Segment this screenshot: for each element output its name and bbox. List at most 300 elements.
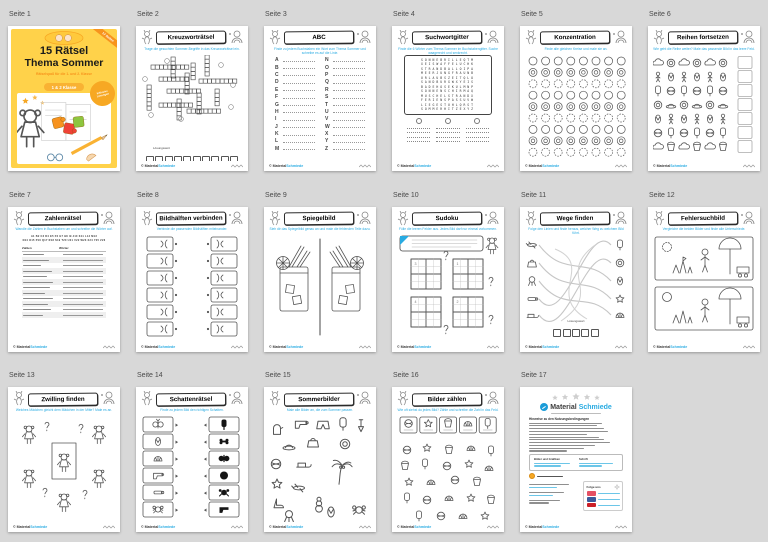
solution-letter-box [202, 156, 210, 161]
page-number-label: Seite 6 [649, 11, 671, 18]
writing-line [283, 135, 315, 136]
worksheet-title: Zwilling finden [28, 392, 98, 405]
solution-letter-box [146, 156, 154, 161]
preview-cell [384, 361, 512, 542]
worksheet-title: Bilder zählen [412, 392, 482, 405]
alphabet-row: C [275, 71, 315, 78]
worksheet-header [141, 391, 243, 406]
worksheet-header [269, 30, 371, 45]
page-footer: © Material Schmiede [397, 342, 499, 349]
writing-line [283, 142, 315, 143]
alphabet-columns [269, 55, 371, 162]
letter-row: BADEHOSEKULMNP [420, 84, 476, 89]
worksheet-header [141, 211, 243, 226]
facebook-icon [587, 497, 596, 502]
page-thumbnail-7[interactable] [8, 207, 120, 352]
animal-doodle-icon [525, 30, 538, 45]
page-number-label: Seite 11 [521, 191, 547, 199]
alphabet-row: E [275, 86, 315, 93]
worksheet-title: Zahlenrätsel [28, 212, 98, 225]
writing-line [333, 61, 365, 62]
hammer-logo-icon [540, 403, 548, 411]
preview-cell [0, 361, 128, 542]
page-thumbnail-4[interactable] [392, 26, 504, 171]
page-thumbnail-13[interactable] [8, 387, 120, 532]
preview-cell [128, 181, 256, 362]
pinterest-icon [587, 503, 596, 508]
page-thumbnail-3[interactable] [264, 26, 376, 171]
letter-row: SONNENSCHIRMAQ [420, 89, 476, 93]
page-thumbnail-9[interactable] [264, 207, 376, 352]
preview-cell [640, 0, 768, 181]
page-thumbnail-6[interactable] [648, 26, 760, 171]
letter-number-key: A1 B2 C3 D4 E5 F6 G7 H8 I9 J10 K11 L12 M13 [30, 235, 98, 239]
worksheet-content [269, 416, 371, 523]
page-number-label: Seite 3 [265, 11, 287, 18]
solution-word-row: Lösungswort [525, 319, 627, 342]
preview-cell [384, 181, 512, 362]
page-footer: © Material Schmiede [13, 522, 115, 529]
worksheet-header [397, 211, 499, 226]
solution-letter-box [174, 156, 182, 161]
worksheet-title: Fehlersuchbild [668, 212, 738, 225]
svg-text:4: 4 [414, 300, 417, 305]
page-number-label: Seite 1 [9, 11, 31, 18]
writing-line [283, 90, 315, 91]
solution-letter-box [155, 156, 163, 161]
solution-letter-box [581, 329, 589, 337]
brand-banner-icon [44, 31, 84, 46]
instruction-text: Fülle die leeren Felder aus. Jedes Bild darf nur einmal vorkommen. [398, 227, 498, 232]
preview-cell [256, 361, 384, 542]
alphabet-row: S [325, 93, 365, 100]
alphabet-row: Z [325, 145, 365, 152]
solution-letter-box [221, 156, 229, 161]
writing-line [333, 120, 365, 121]
preview-cell [384, 0, 512, 181]
alphabet-row: Q [325, 79, 365, 86]
worksheet-content [525, 55, 627, 162]
alphabet-row: R [325, 86, 365, 93]
mirror-image [269, 235, 371, 339]
worksheet-header [13, 391, 115, 406]
cover-title-line1: 15 Rätsel [39, 45, 89, 57]
worksheet-content [525, 235, 627, 342]
preview-cell [512, 0, 640, 181]
writing-line [333, 135, 365, 136]
page-number-label: Seite 5 [521, 11, 543, 18]
writing-line [283, 61, 315, 62]
letter-row: XEISWAFFELUCHK [420, 62, 476, 66]
alphabet-row: I [275, 116, 315, 123]
writing-line [333, 112, 365, 113]
alphabet-row: J [275, 123, 315, 130]
page-footer: © Material Schmiede [141, 161, 243, 168]
solution-letter-box [553, 329, 561, 337]
letter-row: LIEGESTUHLQRST [420, 102, 476, 107]
solution-letter-box [563, 329, 571, 337]
crocodile-doodle-icon [231, 524, 243, 529]
crocodile-doodle-icon [231, 344, 243, 349]
worksheet-content [13, 235, 115, 342]
writing-line [283, 149, 315, 150]
crocodile-doodle-icon [487, 344, 499, 349]
page-thumbnail-14[interactable] [136, 387, 248, 532]
alphabet-row: B [275, 64, 315, 71]
writing-line [283, 120, 315, 121]
alphabet-row: D [275, 79, 315, 86]
number-word-table: Zahlen Wörter [22, 245, 106, 318]
writing-line [333, 75, 365, 76]
spot-difference-scenes [653, 235, 755, 339]
worksheet-title: Spiegelbild [284, 212, 354, 225]
page-number-label: Seite 15 [265, 372, 291, 380]
page-number-label: Seite 13 [9, 372, 35, 380]
writing-line [283, 83, 315, 84]
preview-cell [128, 361, 256, 542]
page-footer: © Material Schmiede [141, 342, 243, 349]
sun-rainbow-doodle-icon [356, 391, 371, 406]
social-link-pinterest[interactable] [587, 503, 620, 508]
maze-paths [525, 235, 627, 323]
worksheet-title: Kreuzworträtsel [156, 31, 226, 44]
letter-row: FERIENSPASSUVW [420, 98, 476, 102]
crocodile-doodle-icon [103, 344, 115, 349]
sun-rainbow-doodle-icon [612, 211, 627, 226]
worksheet-header [141, 30, 243, 45]
crocodile-doodle-icon [359, 344, 371, 349]
alphabet-row: H [275, 108, 315, 115]
worksheet-header [269, 391, 371, 406]
page-footer: © Material Schmiede [397, 522, 499, 529]
page-number-label: Seite 9 [265, 191, 287, 199]
worksheet-content [397, 235, 499, 342]
worksheet-title: Suchwortgitter [412, 31, 482, 44]
writing-line [333, 98, 365, 99]
stars-decoration-icon [549, 392, 603, 402]
page-thumbnail-8[interactable] [136, 207, 248, 352]
writing-line [333, 127, 365, 128]
puzzle-row [22, 312, 106, 318]
animal-doodle-icon [269, 30, 282, 45]
sun-rainbow-doodle-icon [740, 211, 755, 226]
page-thumbnail-10[interactable] [392, 207, 504, 352]
alphabet-row: P [325, 71, 365, 78]
page-number-label: Seite 14 [137, 372, 163, 380]
worksheet-title: Bildhälften verbinden [156, 212, 226, 225]
instruction-text: Finde zu jedem Bild den richtigen Schatten. [160, 407, 224, 412]
animal-doodle-icon [141, 211, 154, 226]
animal-doodle-icon [397, 30, 410, 45]
worksheet-header [13, 211, 115, 226]
writing-line [333, 83, 365, 84]
sun-rainbow-doodle-icon [484, 391, 499, 406]
worksheet-content [13, 416, 115, 523]
instruction-text: Folge den Linien und finde heraus, welcher Weg zu welchem Bild führt. [528, 227, 624, 236]
worksheet-content [653, 235, 755, 342]
word-icon [416, 118, 422, 124]
crocodile-doodle-icon [487, 163, 499, 168]
alphabet-row: U [325, 108, 365, 115]
svg-text:1: 1 [456, 262, 459, 267]
crocodile-doodle-icon [743, 344, 755, 349]
sun-rainbow-doodle-icon [356, 30, 371, 45]
writing-line [333, 149, 365, 150]
letter-row: MEERJUNGFRAUNB [420, 71, 476, 75]
page-number-label: Seite 17 [521, 372, 547, 380]
crocodile-doodle-icon [487, 524, 499, 529]
letter-number-key: N14 O15 P16 Q17 R18 S19 T20 U21 V22 W23 X24 Y25 Z26 [22, 238, 106, 242]
sun-rainbow-doodle-icon [356, 211, 371, 226]
worksheet-title: Sommerbilder [284, 392, 354, 405]
cover-card [11, 29, 117, 168]
crossword-grid [141, 55, 243, 142]
instruction-text: Wie oft siehst du jedes Bild? Zähle und schreibe die Zahl in das Feld. [397, 407, 499, 412]
sudoku-grids [397, 235, 499, 339]
word-list-group [466, 118, 489, 143]
sun-rainbow-doodle-icon [484, 211, 499, 226]
worksheet-header [397, 30, 499, 45]
writing-line [283, 127, 315, 128]
letter-row: STRANDBALLOIPA [420, 66, 476, 71]
crocodile-doodle-icon [743, 163, 755, 168]
instruction-text: Vergleiche die beiden Bilder und finde alle Unterschiede. [662, 227, 746, 232]
worksheet-content [141, 416, 243, 523]
page-footer: © Material Schmiede [141, 522, 243, 529]
alphabet-row: N [325, 57, 365, 64]
crocodile-doodle-icon [615, 344, 627, 349]
worksheet-content [653, 55, 755, 162]
page-footer: © Material Schmiede [397, 161, 499, 168]
sun-rainbow-doodle-icon [740, 30, 755, 45]
instruction-text: Welches Mädchen gleicht dem Mädchen in der Mitte? Male es an. [15, 407, 113, 412]
worksheet-title: ABC [284, 31, 354, 44]
info-page-body [525, 391, 627, 522]
animal-doodle-icon [13, 391, 26, 406]
page-footer: © Material Schmiede [13, 342, 115, 349]
contact-links [529, 481, 579, 511]
writing-line [283, 75, 315, 76]
word-icon [445, 118, 451, 124]
cover-subtitle: Rätselspaß für die 1. und 2. Klasse [36, 71, 92, 76]
instagram-icon [587, 491, 596, 496]
solution-letter-box [183, 156, 191, 161]
word-list-group [436, 118, 459, 143]
solution-letter-box [572, 329, 580, 337]
writing-line [283, 112, 315, 113]
credits-box: Bilder und Grafiken Schrift [529, 454, 623, 471]
page-thumbnail-12[interactable] [648, 207, 760, 352]
worksheet-header [653, 211, 755, 226]
preview-cell [256, 0, 384, 181]
summer-pictures [269, 416, 371, 523]
worksheet-header [525, 30, 627, 45]
flower-icon [614, 484, 620, 490]
instruction-text: Finde die 6 Wörter zum Thema Sommer im Buchstabengitter. Suche waagerecht und senkrecht. [398, 46, 498, 55]
preview-cell [0, 0, 128, 181]
wordsearch-grid [404, 55, 492, 115]
shadow-matching [141, 416, 243, 520]
page-footer: © Material Schmiede [525, 522, 627, 529]
alphabet-row: Y [325, 138, 365, 145]
sun-rainbow-doodle-icon [228, 30, 243, 45]
solution-letter-box [211, 156, 219, 161]
animal-doodle-icon [653, 30, 666, 45]
preview-cell [256, 181, 384, 362]
solution-word-row: Lösungswort [141, 146, 243, 161]
preview-cell [512, 361, 640, 542]
page-number-label: Seite 4 [393, 11, 415, 18]
worksheet-header [269, 211, 371, 226]
page-thumbnail-2[interactable] [136, 26, 248, 171]
terms-heading: Hinweise zu den Nutzungsbedingungen [529, 416, 590, 421]
letter-row: URLAUBSZEITQLO [420, 75, 476, 80]
writing-line [283, 98, 315, 99]
concentration-grid [525, 55, 627, 159]
instruction-text: Male alle Bilder an, die zum Sommer passen. [286, 407, 354, 412]
grade-badge: 1 & 2 Klasse [44, 83, 85, 91]
alphabet-row: F [275, 93, 315, 100]
page-thumbnail-5[interactable] [520, 26, 632, 171]
instruction-text: Wie geht die Reihe weiter? Male das passende Bild in das leere Feld. [653, 46, 755, 51]
alphabet-row: K [275, 130, 315, 137]
sun-rainbow-doodle-icon [612, 30, 627, 45]
page-thumbnail-15[interactable] [264, 387, 376, 532]
worksheet-title: Sudoku [412, 212, 482, 225]
animal-doodle-icon [269, 391, 282, 406]
worksheet-title: Schattenrätsel [156, 392, 226, 405]
page-thumbnail-11[interactable] [520, 207, 632, 352]
alphabet-row: V [325, 116, 365, 123]
word-icon [474, 118, 480, 124]
animal-doodle-icon [141, 391, 154, 406]
solution-letter-box [165, 156, 173, 161]
page-number-label: Seite 7 [9, 191, 31, 199]
corner-ribbon: 17 Seiten [90, 29, 117, 52]
worksheet-header [525, 211, 627, 226]
instruction-text: Sieh dir das Spiegelbild genau an und male die fehlenden Teile dazu. [269, 227, 371, 232]
animal-doodle-icon [525, 211, 538, 226]
page-thumbnail-16[interactable] [392, 387, 504, 532]
worksheet-content [397, 416, 499, 523]
page-footer: © Material Schmiede [525, 342, 627, 349]
svg-text:3: 3 [414, 262, 417, 267]
alphabet-row: O [325, 64, 365, 71]
worksheet-content [141, 55, 243, 162]
word-list-group [407, 118, 430, 143]
instruction-text: Verbinde die passenden Bildhälften miteinander. [156, 227, 228, 232]
cover-title-line2: Thema Sommer [24, 57, 104, 69]
page-number-label: Seite 10 [393, 191, 419, 199]
count-pictures [397, 416, 499, 523]
writing-line [333, 68, 365, 69]
writing-line [333, 105, 365, 106]
page-number-label: Seite 12 [649, 191, 675, 199]
page-thumbnail-1[interactable] [8, 26, 120, 171]
animal-doodle-icon [397, 211, 410, 226]
page-footer: © Material Schmiede [653, 342, 755, 349]
alphabet-row: X [325, 130, 365, 137]
worksheet-content [397, 55, 499, 162]
writing-line [333, 90, 365, 91]
page-footer: © Material Schmiede [653, 161, 755, 168]
page-number-label: Seite 16 [393, 372, 419, 380]
alphabet-row: A [275, 57, 315, 64]
page-thumbnail-17[interactable] [520, 387, 632, 532]
worksheet-title: Konzentration [540, 31, 610, 44]
worksheet-content [269, 55, 371, 162]
crocodile-doodle-icon [359, 524, 371, 529]
alphabet-row: L [275, 138, 315, 145]
letter-row: SONNEBRILLEQTM [420, 57, 476, 62]
crocodile-doodle-icon [231, 163, 243, 168]
instruction-text: Trage die gesuchten Sommer-Begriffe in das Kreuzworträtsel ein. [144, 46, 240, 51]
find-twin-figures [13, 416, 115, 520]
sun-rainbow-doodle-icon [228, 391, 243, 406]
preview-cell [0, 181, 128, 362]
writing-line [333, 142, 365, 143]
sun-rainbow-doodle-icon [484, 30, 499, 45]
preview-cell [128, 0, 256, 181]
page-footer: © Material Schmiede [269, 161, 371, 168]
social-link-instagram[interactable] [587, 491, 620, 496]
terms-text [529, 423, 623, 452]
animal-doodle-icon [397, 391, 410, 406]
instruction-text: Finde zu jedem Buchstaben ein Wort zum Thema Sommer und schreibe es auf die Linie. [273, 46, 367, 55]
alphabet-row: T [325, 101, 365, 108]
letter-row: MUSCHELSTRANDX [420, 93, 476, 98]
crocodile-doodle-icon [615, 524, 627, 529]
crocodile-doodle-icon [359, 163, 371, 168]
worksheet-title: Reihen fortsetzen [668, 31, 738, 44]
alphabet-row: W [325, 123, 365, 130]
picture-halves [141, 235, 243, 339]
social-link-facebook[interactable] [587, 497, 620, 502]
writing-line [283, 68, 315, 69]
worksheet-content [269, 235, 371, 342]
page-number-label: Seite 8 [137, 191, 159, 199]
solutions-badge: Inklusive Lösungen [87, 78, 117, 108]
animal-doodle-icon [141, 30, 154, 45]
worksheet-header [653, 30, 755, 45]
solution-letter-box [230, 156, 238, 161]
preview-cell [512, 181, 640, 362]
crocodile-doodle-icon [103, 524, 115, 529]
page-footer: © Material Schmiede [269, 342, 371, 349]
sun-rainbow-doodle-icon [228, 211, 243, 226]
solution-letter-box [193, 156, 201, 161]
sun-rainbow-doodle-icon [100, 211, 115, 226]
svg-text:2: 2 [456, 300, 459, 305]
brand-logo: Material Schmiede [529, 403, 623, 411]
alphabet-row: M [275, 145, 315, 152]
solution-letter-box [591, 329, 599, 337]
animal-doodle-icon [653, 211, 666, 226]
writing-line [283, 105, 315, 106]
partner-logo [529, 473, 623, 479]
letter-row: SOMMERHITZEXYZ [420, 107, 476, 111]
sun-rainbow-doodle-icon [100, 391, 115, 406]
preview-cell [640, 181, 768, 362]
animal-doodle-icon [13, 211, 26, 226]
instruction-text: Wandle die Zahlen in Buchstaben um und schreibe die Wörter auf. [15, 227, 113, 232]
pattern-rows [653, 55, 755, 159]
page-footer: © Material Schmiede [525, 161, 627, 168]
worksheet-title: Wege finden [540, 212, 610, 225]
worksheet-header [397, 391, 499, 406]
instruction-text: Finde alle gleichen Kreise und male sie an. [544, 46, 608, 51]
worksheet-content [141, 235, 243, 342]
